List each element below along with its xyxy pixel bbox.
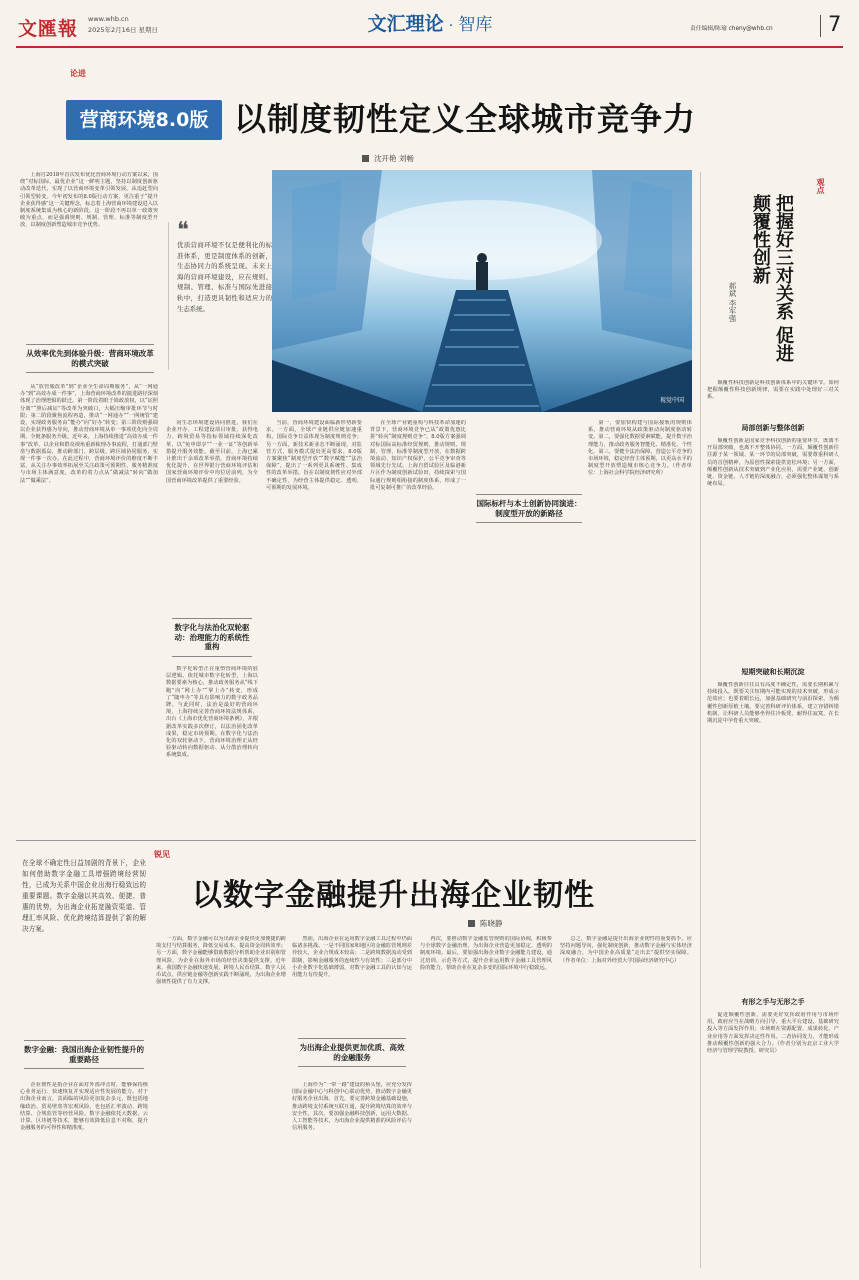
subsection-name: 智库 xyxy=(458,15,493,35)
page-number: 7 xyxy=(828,12,842,36)
quote-mark-icon: ❝ xyxy=(177,218,189,243)
article2-lead xyxy=(22,858,146,1026)
article1-lead-text: 上海自2018年首次发布优化营商环境行动方案以来，围绕“对标国际，最优企业”这一鲜明主题，坚持以制度创新驱动改革迭代，实现了以营商环境变革引领发展，从追赶型向引领型转变。今年初发布的8.0版行动方案，更注重于“提升企业获得感”这一关键理念，标志着上海营商环境建设进入以制度系统集成为核心的新阶段。这一阶段不再以单一政策突破为重点，而是强调规则、规制、管理、标准等制度型开放，以制度创新塑造城市竞争优势。 xyxy=(20,172,158,229)
article1-subhead-3 xyxy=(476,494,582,523)
sidebar-paragraph-3 xyxy=(707,1012,839,1262)
sidebar-heading-2: 短期突破和长期沉淀 xyxy=(741,668,805,676)
sidebar-p2-text: 颠覆性创新往往具有高度不确定性，需要长期积累与持续投入。既要关注短期内可能实现的技术突破，形成示范效应；也要着眼长远，加强基础研究与前沿探索，为颠覆性创新厚植土壤。要完善科研评价体系，建立容错纠错机制，让科研人员能够坐得住冷板凳、耐得住寂寞，在长期沉淀中孕育重大突破。 xyxy=(707,682,839,725)
section-title xyxy=(340,9,520,36)
article1-authors: 沈开艳 刘畅 xyxy=(374,154,414,163)
sidebar-paragraph-1 xyxy=(707,438,839,658)
sidebar-intro-text: 颠覆性科技创新是科技创新体系中的关键环节。如何把握颠覆性科技创新规律，需要在实践中处理好三对关系。 xyxy=(707,380,839,401)
article1-col-a-text: 从“放管服改革”到“企业全生命周期服务”，从“一网通办”到“高效办成一件事”，上海营商环境改革的演进路径深刻体现了治理逻辑的跃迁。第一阶段着眼于简政放权，以“证照分离”“照后减证”等改革为突破口，大幅压缩审批环节与时限；第二阶段聚焦流程再造，推动“一网通办”“一网统管”建设，实现政务服务由“能办”向“好办”转变；第三阶段则强调以企业获得感为导向，推动营商环境从单一事项优化向全周期、全链条服务升级。近年来，上海持续推进“高效办成一件事”改革，以企业和群众视角重新梳理办事流程，打通部门壁垒与数据孤岛，推动跨部门、跨层级、跨区域协同服务，实现一件事一次办。在此过程中，营商环境评价的维度不断丰富，从关注办事效率拓展至关注政策可预期性、服务精准度与市场主体满意度，改革的着力点从“做减法”转向“做加法”“做乘法”。 xyxy=(20,384,158,484)
article1-subhead-3-text: 国际标杆与本土创新协同演进：制度型开放的新路径 xyxy=(476,499,582,518)
article1-column-a xyxy=(20,384,158,832)
article2-column-a xyxy=(20,1082,148,1268)
article2-col-c-text: 然而，出海企业在运用数字金融工具过程中仍面临诸多挑战。一是不同国家和地区的金融监管规则差异较大，企业合规成本较高；二是跨境数据流动受到限制，影响金融服务的连续性与有效性；三是部分中小企业数字化基础薄弱，对数字金融工具的认知与运用能力有待提升。 xyxy=(292,936,412,979)
article1-col-e-text: 在全球产业链重构与科技革命加速的背景下，营商环境竞争已从“政策优惠比拼”转向“制度规则竞争”。8.0版方案强调对标国际高标准经贸规则，推动规则、规制、管理、标准等制度型开放，在数据跨境流动、知识产权保护、公平竞争审查等领域先行先试。上海自贸试验区及临港新片区作为制度创新试验田，持续探索与国际通行规则相衔接的制度体系，形成了一批可复制可推广的改革经验。 xyxy=(370,420,466,491)
article2-lead-text: 在全球不确定性日益加剧的背景下，企业如何借助数字金融工具增强跨境经营韧性，已成为关系中国企业出海行稳致远的重要课题。数字金融以其高效、便捷、普惠的优势，为出海企业拓宽融资渠道、管理汇率风险、优化跨境结算提供了新的解决方案。 xyxy=(22,859,146,933)
byline-marker-icon xyxy=(362,155,369,162)
article1-headline: 以制度韧性定义全球城市竞争力 xyxy=(234,100,697,138)
article1-col-d-text: 当前，营商环境建设面临新形势新要求。一方面，全球产业链供应链加速重构，国际竞争日益体现为制度规则竞争；另一方面，新技术新业态不断涌现，对监管方式、服务模式提出更高要求。8.0版方案聚焦“制度型开放”“数字赋能”“法治保障”，提出了一系列更具系统性、集成性的改革举措，旨在以制度韧性应对外部不确定性，为经营主体提供稳定、透明、可预期的发展环境。 xyxy=(266,420,362,491)
article2-top-rule xyxy=(16,840,696,841)
article1-subhead-2 xyxy=(172,618,252,657)
article2-column-d xyxy=(292,1082,412,1268)
photo-credit: 视觉中国 xyxy=(659,397,684,404)
byline-marker-icon xyxy=(468,920,475,927)
article2-col-e-text: 再次，要推动数字金融监管规则的国际协调，积极参与全球数字金融治理，为出海企业营造更加稳定、透明的制度环境。最后，要加强出海企业数字金融能力建设，通过培训、示范等方式，提升企业运用数字金融工具管理风险的能力，帮助企业在复杂多变的国际环境中行稳致远。 xyxy=(420,936,552,971)
stairs-illustration xyxy=(272,170,692,412)
article1-quote: 优质营商环境不仅是便利化的标准体系，更是制度体系的创新，生态协同力的系统呈现。未来上海的营商环境建设，应在规则、规制、管理、标准与国际先进接轨中，打造更具韧性和适应力的生态系统。 xyxy=(177,241,272,313)
article1-subhead-1 xyxy=(26,344,154,373)
article1-kicker: 论进 xyxy=(70,69,86,78)
sidebar-paragraph-2 xyxy=(707,682,839,990)
masthead-rule xyxy=(16,46,843,48)
article1-column-e xyxy=(370,420,466,832)
masthead xyxy=(0,0,859,46)
article2-col-f-text: 总之，数字金融是提升出海企业韧性的重要抓手。应坚持问题导向，强化制度创新，推动数字金融与实体经济深度融合，为中国企业高质量“走出去”提供坚实保障。（作者单位：上海对外经贸大学国际经济研究中心） xyxy=(560,936,692,964)
sidebar-heading-1: 局部创新与整体创新 xyxy=(741,424,805,432)
article2-subhead-2-text: 为出海企业提供更加优质、高效的金融服务 xyxy=(299,1043,405,1062)
issue-date: 2025年2月16日 星期日 xyxy=(88,26,159,34)
article2-subhead-1 xyxy=(24,1040,144,1069)
section-name: 文汇理论 xyxy=(367,13,444,35)
article1-quote-box xyxy=(168,218,272,370)
article1-lead xyxy=(20,172,158,334)
page-divider xyxy=(820,15,821,37)
sidebar-tag: 观点 xyxy=(816,178,825,194)
article1-subhead-2-text: 数字化与法治化双轮驱动：治理能力的系统性重构 xyxy=(174,623,250,651)
article2-column-e xyxy=(420,936,552,1268)
sidebar-headline: 把握好三对关系 促进颠覆性创新 xyxy=(750,194,794,363)
article1-photo xyxy=(272,170,692,412)
editor-credit: 责任编辑/陈瑜 cheny@whb.cn xyxy=(690,26,773,32)
site-url: www.whb.cn xyxy=(88,15,129,23)
section-dot: · xyxy=(448,18,454,34)
article2-column-f xyxy=(560,936,692,1268)
article1-col-c-text: 数字化转型正在重塑营商环境的底层逻辑。依托城市数字化转型，上海以数据要素为核心，推动政务服务从“线下跑”向“网上办”“掌上办”转变，形成了“随申办”等具有影响力的数字政务品牌。与此同时，法治是最好的营商环境，上海持续完善营商环境法规体系，出台《上海市优化营商环境条例》，并根据改革实践多次修订，以法治固化改革成果，稳定市场预期。在数字化与法治化的双轮驱动下，营商环境治理正从经验驱动转向数据驱动、从分散治理转向系统集成。 xyxy=(166,666,258,759)
newspaper-logo: 文匯報 xyxy=(18,18,79,40)
businessman-figure xyxy=(476,262,488,290)
article2-authors: 陈晓静 xyxy=(480,919,503,928)
article1-column-b xyxy=(166,420,258,610)
sidebar-authors: 郝斌 李军强 xyxy=(728,282,737,322)
article1-column-c xyxy=(166,666,258,832)
article1-subhead-1-text: 从效率优先到体验升级：营商环境改革的模式突破 xyxy=(26,349,154,368)
article2-col-d-text: 上海作为“一带一路”建设的桥头堡，应充分发挥国际金融中心与科创中心联动优势，推动数字金融更好服务企业出海。首先，要完善跨境金融基础设施，推动跨境支付系统互联互通，提升跨境结算的效率与安全性。其次，要加强金融科技创新，运用大数据、人工智能等技术，为出海企业提供精准的风险评估与信用服务。 xyxy=(292,1082,412,1132)
article2-col-a-text: 企业韧性是指企业在面对外部冲击时，能够保持核心业务运行、快速恢复并实现适应性发展的能力。对于出海企业而言，其面临的风险更加复杂多元，既包括地缘政治、贸易壁垒等宏观风险，也包括汇率波动、跨境结算、合规监管等经营风险。数字金融依托大数据、云计算、区块链等技术，能够有效降低信息不对称，提升金融服务的可得性和精准度。 xyxy=(20,1082,148,1132)
article2-subhead-1-text: 数字金融：我国出海企业韧性提升的重要路径 xyxy=(24,1045,144,1064)
article1-badge: 营商环境8.0版 xyxy=(66,100,222,140)
sidebar-intro xyxy=(707,380,839,420)
sidebar-heading-3: 有形之手与无形之手 xyxy=(741,998,805,1006)
sidebar-p1-text: 颠覆性创新是国家竞争科技创新的重要环节，既离不开局部突破，也离不开整体协同。一方面，颠覆性创新往往源于某一领域、某一环节的局部突破，需要尊重科研人员的首创精神，为原创性探索提供宽松环境；另一方面，颠覆性创新从技术突破到产业化应用，需要产业链、创新链、资金链、人才链的深度融合，必须强化整体谋划与系统布局。 xyxy=(707,438,839,488)
article2-subhead-2 xyxy=(298,1038,406,1067)
article2-column-b xyxy=(156,936,286,1268)
article2-col-b-text: 一方面，数字金融可以为出海企业提供更加便捷的跨境支付与结算服务，降低交易成本，提高资金周转效率；另一方面，数字金融能够借助数据分析帮助企业识别和管理风险，为企业在海外市场的经营决策提供支撑。近年来，我国数字金融快速发展，跨境人民币结算、数字人民币试点、供应链金融等创新实践不断涌现，为出海企业增强韧性提供了有力支撑。 xyxy=(156,936,286,986)
article1-col-b-text: 同生态环境建设协同推进。我们在企业开办、工程建设项目审批、获得电力、跨境贸易等指标领域持续深化改革，以“免申即享”“一业一证”等创新举措提升服务效能。截至目前，上海已累计推出千余项改革举措，营商环境持续优化提升，在世界银行营商环境评估和国家营商环境评价中均位居前列，为全国营商环境改革提供了重要经验。 xyxy=(166,420,258,484)
article1-col-f-text: 第一，要加快构建与国际接轨的规则体系，推动营商环境从政策驱动向制度驱动转变。第二，要强化数据要素赋能，提升数字治理能力，推动政务服务智能化、精准化、个性化。第三，要健全法治保障，营造公平竞争的市场环境，稳定经营主体预期，以更高水平的制度型开放塑造城市核心竞争力。（作者单位：上海社会科学院经济研究所） xyxy=(588,420,692,477)
sidebar-p3-text: 促进颠覆性创新，需要更好发挥政府作用与市场作用。政府应当在战略方向引导、重大平台建设、基础研究投入等方面发挥作用；市场则在资源配置、成果转化、产业应用等方面发挥决定性作用。二者协同发力，才能形成推动颠覆性创新的强大合力。（作者分别为北京工业大学经济与管理学院教授、研究员） xyxy=(707,1012,839,1055)
article1-column-f xyxy=(588,420,692,832)
sidebar-panel xyxy=(700,172,843,1268)
article2-headline: 以数字金融提升出海企业韧性 xyxy=(192,878,595,913)
article2-byline xyxy=(468,918,503,929)
article1-column-d xyxy=(266,420,362,832)
article1-byline xyxy=(362,153,414,164)
article2-kicker: 锐见 xyxy=(154,850,170,859)
article2-column-c xyxy=(292,936,412,1032)
